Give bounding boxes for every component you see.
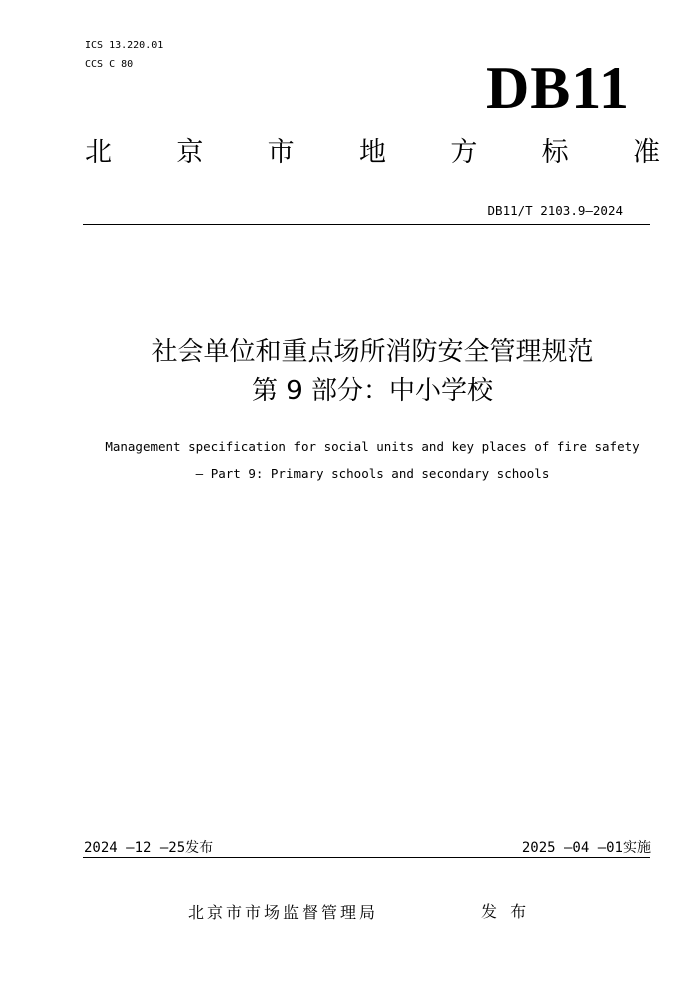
issued-label: 发 布: [481, 902, 531, 921]
title-en-line2: — Part 9: Primary schools and secondary schools: [195, 466, 550, 481]
standard-number: DB11/T 2103.9—2024: [487, 203, 623, 218]
standard-type-char: 京: [176, 137, 204, 168]
footer-divider: [83, 857, 650, 858]
title-en-line1: Management specification for social units and key places of fire safety: [105, 439, 640, 454]
ccs-code: CCS C 80: [85, 59, 134, 70]
standard-type-heading: [85, 135, 660, 171]
title-cn-line1: 社会单位和重点场所消防安全管理规范: [151, 337, 594, 367]
publish-date-block: [84, 839, 213, 857]
standard-type-char: 北: [85, 137, 112, 168]
db11-logo: DB11: [485, 55, 630, 121]
standard-type-char: 标: [541, 137, 569, 168]
issuing-authority: 北京市市场监督管理局: [188, 903, 379, 922]
standard-type-char: 市: [267, 137, 295, 168]
standard-type-char: 方: [450, 137, 478, 168]
implement-date: 2025 —04 —01: [521, 840, 623, 856]
classification-codes: [85, 36, 163, 74]
implement-label: 实施: [623, 840, 651, 856]
header-divider: [83, 224, 650, 225]
ics-code: ICS 13.220.01: [85, 40, 164, 51]
implement-date-block: [522, 839, 651, 857]
publish-date: 2024 —12 —25: [84, 840, 186, 856]
title-cn-line2: 第 9 部分：中小学校: [251, 376, 494, 406]
publish-label: 发布: [185, 840, 214, 856]
standard-type-char: 准: [632, 137, 660, 168]
standard-type-char: 地: [358, 137, 386, 168]
